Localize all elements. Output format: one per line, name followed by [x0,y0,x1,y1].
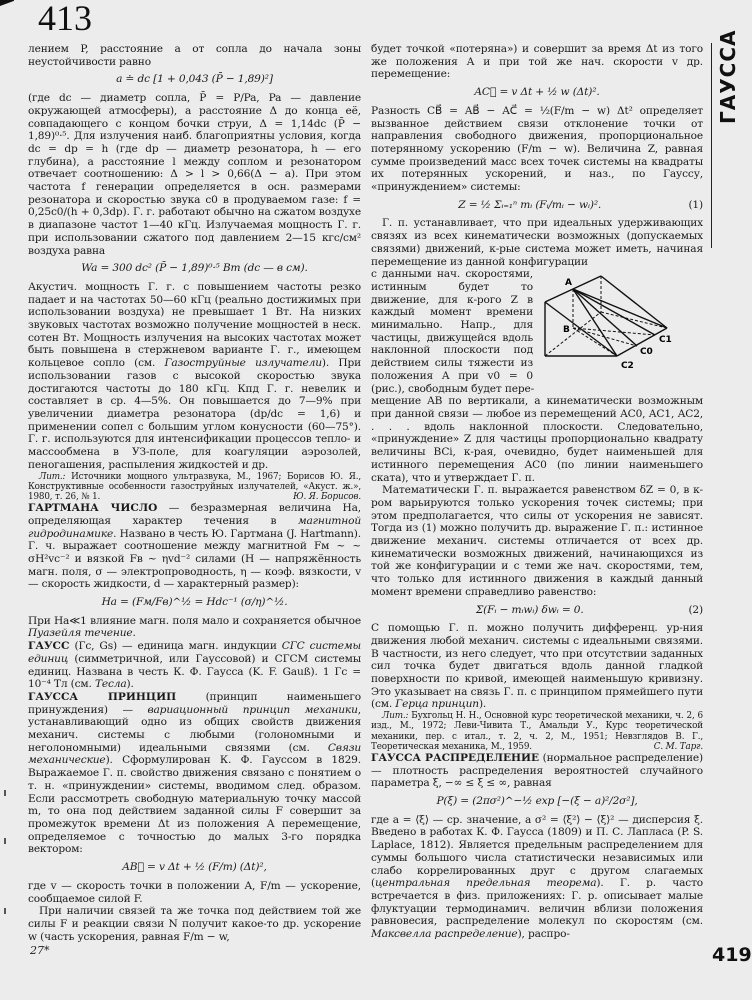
formula-body: Σ(Fᵢ − mᵢwᵢ) δwᵢ = 0. [475,603,584,616]
page-number: 419 [712,944,752,966]
entry-hartmann-number [28,502,361,591]
text: ). Г. р. часто встречается в физ. приложениях: Г. р. описывает малые флуктуации термодинамич. величин вблизи положения равновесия, распределение молекул по скоростям (см. [371,877,704,928]
formula-constrained-displacement: AC⃗ = v Δt + ½ w (Δt)². [474,86,600,99]
text: ). При использовании газов с высокой скоростью звука достигаются частоты до 180 кГц. Кпд Г. г. невелик и составляет в ср. 4—5%. Он повышается до 7—9% при увеличении диаметра резонатора (dp/dc = 1,6) и применении сопел с большим углом конусности (60—75°). Г. г. используются для интенсификации процессов тепло- и массообмена в УЗ-поле, для коагуляции аэрозолей, пеногашения, распыления жидкостей и др. [28,357,361,471]
text: (Гс, Gs) — единица магн. индукции [69,640,282,653]
paragraph: лением P, расстояние a от сопла до начала зоны неустойчивости равно [28,43,361,68]
lit-text: Бухгольц Н. Н., Основной курс теоретической механики, ч. 2, 6 изд., М., 1972; Леви-Чивита Т., Амальди У., Курс теоретической механики, пер. с итал., т. 2, ч. 2, М., 1951; Невзглядов В. Г., Теоретическая механика, М., 1959. [371,711,703,752]
paragraph [28,281,361,472]
formula-free-displacement: AB⃗ = v Δt + ½ (F/m) (Δt)², [122,861,267,874]
literature-reference [28,472,361,503]
path-ac1 [573,289,655,335]
entry-headword: ГАУСС [28,640,70,653]
entry-headword: ГАУССА РАСПРЕДЕЛЕНИЕ [371,751,540,764]
path-ac1-edge [573,289,667,328]
running-head: ГАУССА [716,29,740,124]
formula-constraint-z [371,199,703,212]
text: , устанавливающий одно из общих свойств движения механич. системы с любыми (голономными и неголономными) идеальными связями (см. [28,703,361,754]
text: — безразмерная величина Ha, определяющая характер течения в [28,502,362,527]
lit-text: Источники мощного ультразвука, М., 1967; Борисов Ю. Я., Конструктивные особенности газоструйных излучателей, «Акуст. ж.», 1980, т. 26, № 1. [28,471,361,502]
text: (симметричной, или Гауссовой) и СГСМ системы единиц. Названа в честь К. Ф. Гаусса (K. F. Gauß). 1 Гс = 10⁻⁴ Тл (см. [28,652,361,691]
entry-gauss-principle [28,691,361,856]
entry-headword: ГАРТМАНА ЧИСЛО [28,502,158,515]
text: Акустич. мощность Г. г. с повышением частоты резко падает и на частотах 50—60 кГц (реально достижимых при использовании воздуха) не превышает 1 Вт. На низких звуковых частотах возможно получение мощностей в неск. сотен Вт. Мощность излучения на высоких частотах может быть повышена в стержневом варианте Г. г., имеющем кольцевое сопло (см. [28,280,361,370]
figure-label-c2: C2 [621,361,634,372]
formula-normal-density: P(ξ) = (2πσ²)^−½ exp [−(ξ − a)²/2σ²], [436,795,638,808]
formula-power: Wa = 300 dc² (P̄ − 1,89)⁰·⁵ Вт (dc — в см). [81,262,308,275]
text: . Названо в честь Ю. Гартмана (J. Hartmann). Г. ч. выражает соотношение между магнитной Fм ~ ~ σH²vc⁻² и вязкой Fв ~ ηvd⁻² силами (H — напряжённость магн. поля, σ — электропроводность, η — коэф. вязкости, v — скорость жидкости, d — характерный размер): [28,527,361,591]
equation-number: (1) [688,198,703,211]
cross-reference-link[interactable]: Тесла [94,678,127,691]
text: (нормальное распределение) — плотность распределения вероятностей случайного параметра ξ, −∞ ≤ ξ ≤ ∞, равная [371,751,703,790]
paragraph: Разность CB⃗ = AB⃗ − AC⃗ = ½(F/m − w) Δt² определяет вызванное действием связи отклонение точки от направления свободного движения, пропорциональное потерянному ускорению (F/m − w). Величина Z, равная сумме произведений масс всех точек системы на квадраты их потерянных ускорений, и наз., по Гауссу, «принуждением» системы: [371,104,703,194]
cross-reference-link[interactable]: Герца принцип [395,698,479,711]
text: С помощью Г. п. можно получить дифференц. ур-ния движения любой механич. системы с идеальными связями. В частности, из него следует, что при отсутствии заданных сил точка будет двигаться вдоль данной гладкой поверхности по кривой, имеющей наименьшую кривизну. Это указывает на связь Г. п. с принципом прямейшего пути (см. [371,622,703,711]
cross-reference-link[interactable]: Пуазейля течение [28,627,133,640]
scan-number: 413 [38,0,92,38]
formula-nozzle-distance: a ≐ dc [1 + 0,043 (P̄ − 1,89)²] [116,73,273,86]
scan-corner-mark [0,0,14,6]
figure-label-b: B [563,325,570,336]
gutter-tick [4,790,6,796]
lit-label: Лит.: [39,471,66,482]
cross-reference-link[interactable]: Максвелла распределение [371,928,518,941]
paragraph: При наличии связей та же точка под действием той же силы F и реакции связи N получит какое-то др. ускорение w (часть ускорения, равная F/m − w, [28,905,361,943]
gutter-tick [4,838,6,844]
inclined-plane-diagram [537,270,707,378]
cross-reference-link[interactable]: Газоструйные излучатели [164,357,322,370]
entry-headword: ГАУССА ПРИНЦИП [28,690,177,703]
formula-body: Z = ½ Σᵢ₌₁ⁿ mᵢ (Fᵢ/mᵢ − wᵢ)². [458,198,602,211]
paragraph: мещение AB по вертикали, а кинематически возможным при данной связи — любое из перемещений AC0, AC1, AC2, . . . вдоль наклонной плоскости. Следовательно, «принуждение» Z для частицы пропорционально квадрату величины BCi, к-рая, очевидно, будет наименьшей для истинного перемещения AC0 (по линии наименьшего ската), что и утверждает Г. п. [371,395,703,484]
text: ). Сформулирован К. Ф. Гауссом в 1829. Выражаемое Г. п. свойство движения связано с понятием о т. н. «принуждении» системы, вводимом след. образом. Если рассмотреть свободную материальную точку массой m, то она под действием заданной силы F совершит за промежуток времени Δt из положения A перемещение, определяемое с точностью до малых 3-го порядка вектором: [28,754,361,856]
text: ), распро- [517,928,570,941]
paragraph [371,814,703,941]
paragraph: Математически Г. п. выражается равенством δZ = 0, в к-ром варьируются только ускорения точек системы; при этом предполагается, что силы от ускорения не зависят. Тогда из (1) можно получить др. выражение Г. п.: истинное движение механич. системы отличается от всех др. кинематически возможных движений, начинающихся из той же конфигурации и с теми же нач. скоростями, тем, что только для истинного движения в каждый данный момент времени справедливо равенство: [371,484,703,598]
text: где a = ⟨ξ⟩ — ср. значение, а σ² = ⟨ξ²⟩ − ⟨ξ⟩² — дисперсия ξ. Введено в работах К. Ф. Гаусса (1809) и П. С. Лапласа (P. S. Laplace, 1812). Является предельным распределением для суммы большого числа статистически независимых или слабо коррелированных друг с другом слагаемых ( [371,813,703,890]
literature-reference [371,711,703,752]
cross-reference-link[interactable]: вариационный принцип механики [147,703,358,716]
article-author: С. М. Тарг. [653,741,703,752]
paragraph: будет точкой «потеряна») и совершит за время Δt из того же положения A и при той же нач. скорости v др. перемещение: [371,43,703,81]
edge [601,276,667,328]
figure-label-c1: C1 [659,335,672,346]
paragraph-wrapped: с данными нач. скоростями, истинным будет то движение, для к-рого Z в каждый момент времени минимально. Напр., для частицы, движущейся вдоль наклонной плоскости под действием силы тяжести из положения A при v0 = 0 (рис.), свободным будет пере- [371,268,535,395]
cross-reference-link[interactable]: центральная предельная теорема [374,877,597,890]
gutter-tick [4,908,6,914]
figure-label-a: A [565,278,572,289]
paragraph: Г. п. устанавливает, что при идеальных удерживающих связях из всех кинематически возможных (допускаемых связями) движений, к-рые система может иметь, начиная перемещение из данной конфигурации [371,217,703,268]
figure-inclined-plane [537,270,707,378]
paragraph [28,615,361,640]
running-head-rule [711,43,712,248]
entry-gauss [28,640,361,691]
equation-number: (2) [688,603,703,616]
right-column [371,43,703,941]
text: (принцип наименьшего принуждения) — [28,690,361,716]
paragraph [371,622,703,711]
text: При Ha≪1 влияние магн. поля мало и сохраняется обычное [28,614,361,627]
article-author: Ю. Я. Борисов. [293,491,361,502]
entry-gauss-distribution [371,752,703,790]
cross-reference-link[interactable]: Связи механические [28,741,361,767]
text: ). [478,698,487,711]
signature-mark: 27* [30,944,50,957]
text: . [132,627,136,640]
formula-hartmann: Ha = (Fм/Fв)^½ = Hdc⁻¹ (σ/η)^½. [101,596,288,609]
formula-gauss-equality [371,604,703,617]
edge [545,302,617,356]
cross-reference-link[interactable]: магнитной гидродинамике [28,514,361,540]
figure-label-c0: C0 [640,347,653,358]
lit-label: Лит.: [382,711,409,722]
paragraph: (где dc — диаметр сопла, P̄ = P/Pa, Pa — давление окружающей атмосферы), а расстояние Δ до конца её, совпадающего с концом бочки струи, Δ = 1,14dc (P̄ − 1,89)⁰·⁵. Для излучения наиб. благоприятны условия, когда dc = dp = h (где dp — диаметр резонатора, h — его глубина), а расстояние l между соплом и резонатором отвечает соотношению: Δ > l > 0,66(Δ − a). При этом частота f генерации определяется в осн. размерами резонатора и скоростью звука c0 в продуваемом газе: f = 0,25c0/(h + 0,3dp). Г. г. работают обычно на сжатом воздухе в диапазоне частот 1—40 кГц. Излучаемая мощность Г. г. при использовании сжатого под давлением 2—15 кгс/см² воздуха равна [28,92,361,257]
cross-reference-link[interactable]: СГС системы единиц [28,640,362,665]
left-column [28,43,361,943]
text: ). [126,678,134,691]
paragraph: где v — скорость точки в положении A, F/m — ускорение, сообщаемое силой F. [28,879,361,905]
